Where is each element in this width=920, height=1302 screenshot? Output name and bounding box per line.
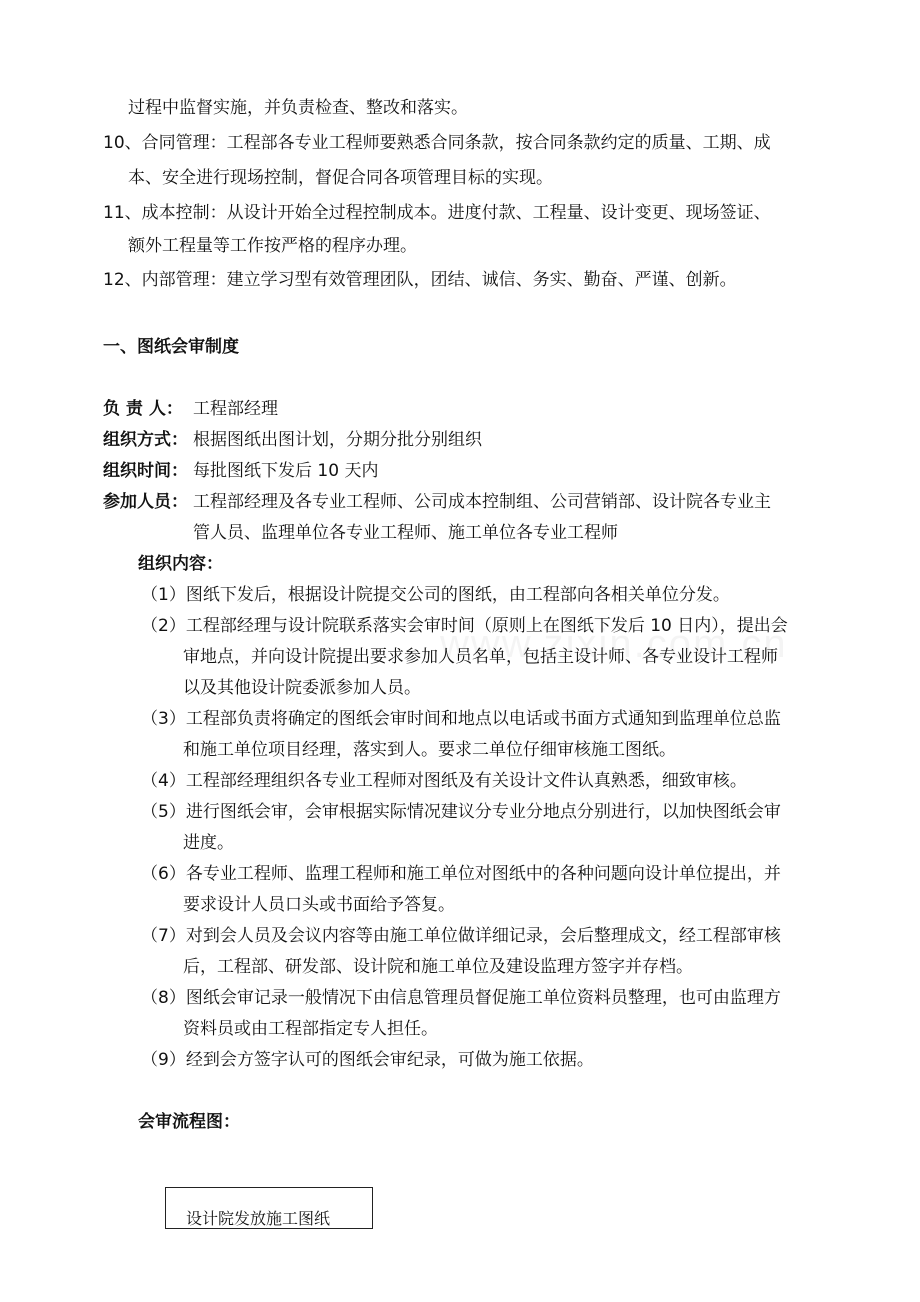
flow-heading: 会审流程图： [138,1112,240,1132]
field-value: 工程部经理及各专业工程师、公司成本控制组、公司营销部、设计院各专业主 [193,492,771,512]
content-item-3-line1: （3）工程部负责将确定的图纸会审时间和地点以电话或书面方式通知到监理单位总监 [141,709,781,729]
content-item-4: （4）工程部经理组织各专业工程师对图纸及有关设计文件认真熟悉，细致审核。 [141,771,747,791]
field-participants-line2: 管人员、监理单位各专业工程师、施工单位各专业工程师 [193,523,618,543]
field-method [103,428,482,452]
content-item-6-line2: 要求设计人员口头或书面给予答复。 [183,895,455,915]
content-item-2-line2: 审地点，并向设计院提出要求参加人员名单，包括主设计师、各专业设计工程师 [183,647,778,667]
field-time [103,459,378,483]
content-item-5-line2: 进度。 [183,833,234,853]
content-item-6-line1: （6）各专业工程师、监理工程师和施工单位对图纸中的各种问题向设计单位提出，并 [141,864,781,884]
content-item-1: （1）图纸下发后，根据设计院提交公司的图纸，由工程部向各相关单位分发。 [141,585,730,605]
field-label: 负 责 人： [103,399,183,419]
field-value: 根据图纸出图计划，分期分批分别组织 [193,430,482,450]
field-participants [103,490,771,514]
field-label: 组织方式： [103,430,188,450]
flow-box-label: 设计院发放施工图纸 [186,1209,331,1228]
content-item-7-line1: （7）对到会人员及会议内容等由施工单位做详细记录，会后整理成文，经工程部审核 [141,926,781,946]
list-item-11-line1: 11、成本控制：从设计开始全过程控制成本。进度付款、工程量、设计变更、现场签证、 [103,203,771,223]
content-item-8-line1: （8）图纸会审记录一般情况下由信息管理员督促施工单位资料员整理，也可由监理方 [141,988,781,1008]
list-item-12: 12、内部管理：建立学习型有效管理团队，团结、诚信、务实、勤奋、严谨、创新。 [103,270,737,290]
content-item-3-line2: 和施工单位项目经理，落实到人。要求二单位仔细审核施工图纸。 [183,740,676,760]
list-item-10-line1: 10、合同管理：工程部各专业工程师要熟悉合同条款，按合同条款约定的质量、工期、成 [103,133,771,153]
continued-text: 过程中监督实施，并负责检查、整改和落实。 [128,98,468,118]
content-item-5-line1: （5）进行图纸会审，会审根据实际情况建议分专业分地点分别进行，以加快图纸会审 [141,802,781,822]
list-item-10-line2: 本、安全进行现场控制，督促合同各项管理目标的实现。 [128,168,553,188]
content-item-8-line2: 资料员或由工程部指定专人担任。 [183,1019,438,1039]
field-responsible [103,397,278,421]
content-item-9: （9）经到会方签字认可的图纸会审纪录，可做为施工依据。 [141,1050,594,1070]
flow-box-design-institute [165,1187,373,1229]
list-item-11-line2: 额外工程量等工作按严格的程序办理。 [128,236,417,256]
field-value: 每批图纸下发后 10 天内 [193,461,379,481]
content-item-7-line2: 后，工程部、研发部、设计院和施工单位及建设监理方签字并存档。 [183,957,693,977]
field-label: 参加人员： [103,492,188,512]
field-label: 组织时间： [103,461,188,481]
section-title: 一、图纸会审制度 [103,337,239,357]
content-item-2-line3: 以及其他设计院委派参加人员。 [183,678,421,698]
content-heading: 组织内容： [138,554,223,574]
field-value: 工程部经理 [193,399,278,419]
content-item-2-line1: （2）工程部经理与设计院联系落实会审时间（原则上在图纸下发后 10 日内），提出会 [141,616,788,636]
